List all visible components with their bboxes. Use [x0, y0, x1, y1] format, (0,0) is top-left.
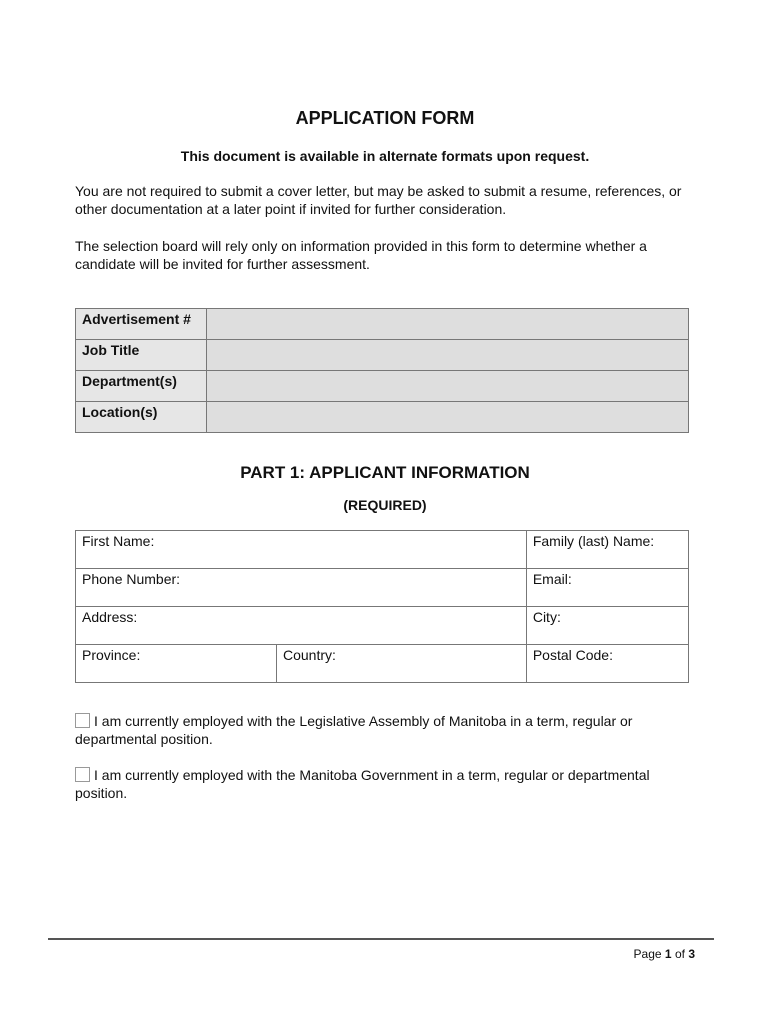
part1-heading: PART 1: APPLICANT INFORMATION: [240, 463, 530, 482]
required-note: (REQUIRED): [343, 497, 427, 513]
document-title: APPLICATION FORM: [295, 108, 475, 128]
cover-letter-paragraph: You are not required to submit a cover letter, but may be asked to submit a resume, references, or other documentation at a later point if invited for further consideration.: [75, 183, 682, 217]
table-row: [76, 607, 689, 645]
table-row: [76, 340, 689, 371]
job-title-label: Job Title: [76, 340, 207, 371]
table-row: [76, 402, 689, 433]
first-name-field[interactable]: First Name:: [76, 531, 527, 569]
locations-label: Location(s): [76, 402, 207, 433]
applicant-info-table: [75, 530, 689, 683]
advertisement-number-field[interactable]: [207, 309, 689, 340]
postal-code-field[interactable]: Postal Code:: [526, 645, 688, 683]
table-row: [76, 309, 689, 340]
locations-field[interactable]: [207, 402, 689, 433]
address-field[interactable]: Address:: [76, 607, 527, 645]
selection-board-paragraph: The selection board will rely only on information provided in this form to determine whether a candidate will be invited for further assessment.: [75, 238, 647, 272]
manitoba-government-checkbox[interactable]: [75, 767, 90, 782]
advertisement-number-label: Advertisement #: [76, 309, 207, 340]
table-row: [76, 531, 689, 569]
table-row: [76, 645, 689, 683]
page-total: 3: [688, 947, 695, 961]
province-field[interactable]: Province:: [76, 645, 277, 683]
family-name-field[interactable]: Family (last) Name:: [526, 531, 688, 569]
alternate-formats-note: This document is available in alternate formats upon request.: [180, 148, 590, 164]
page-current: 1: [664, 947, 672, 961]
phone-number-field[interactable]: Phone Number:: [76, 569, 527, 607]
country-field[interactable]: Country:: [277, 645, 527, 683]
page-word: Page: [633, 947, 662, 961]
city-field[interactable]: City:: [526, 607, 688, 645]
departments-field[interactable]: [207, 371, 689, 402]
manitoba-government-checkbox-label: I am currently employed with the Manitoba Government in a term, regular or departmental position.: [75, 767, 650, 801]
manitoba-government-checkbox-row: [75, 766, 705, 802]
page-number: [634, 947, 695, 961]
legislative-assembly-checkbox[interactable]: [75, 713, 90, 728]
advertisement-table: [75, 308, 689, 433]
departments-label: Department(s): [76, 371, 207, 402]
table-row: [76, 371, 689, 402]
table-row: [76, 569, 689, 607]
legislative-assembly-checkbox-row: [75, 712, 705, 748]
footer-divider: [48, 938, 714, 940]
job-title-field[interactable]: [207, 340, 689, 371]
of-word: of: [674, 947, 685, 961]
email-field[interactable]: Email:: [526, 569, 688, 607]
legislative-assembly-checkbox-label: I am currently employed with the Legislative Assembly of Manitoba in a term, regular or departmental position.: [75, 713, 633, 747]
